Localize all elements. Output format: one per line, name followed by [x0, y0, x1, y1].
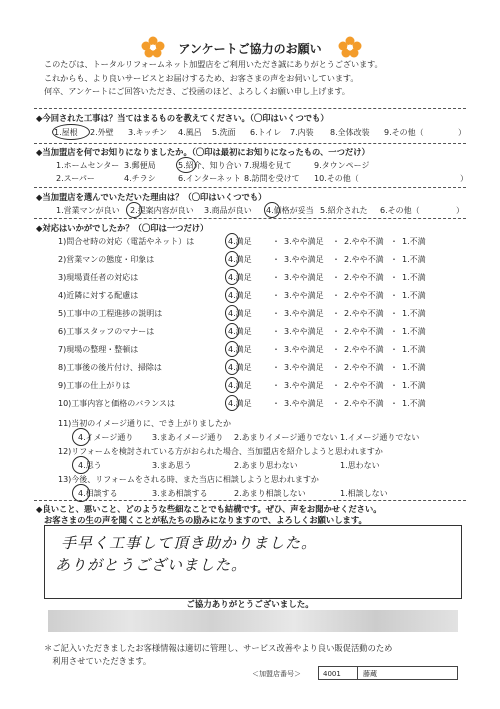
option-would-not-refer[interactable]: 1.思わない — [340, 461, 380, 470]
rating-option[interactable]: 4.満足 — [228, 237, 252, 246]
separator-dot: ・ — [272, 363, 280, 372]
option-may-consult[interactable]: 3.まあ相談する — [152, 489, 208, 498]
rating-option[interactable]: 3.やや満足 — [284, 291, 324, 300]
rating-row-label: 7)現場の整理・整頓は — [58, 345, 139, 354]
separator-dot: ・ — [272, 255, 280, 264]
separator-dot: ・ — [390, 381, 398, 390]
question-1-title: ◆今回された工事は？当てはまるものを教えてください。（〇印はいくつでも） — [36, 113, 329, 123]
rating-option[interactable]: 2.やや不満 — [344, 273, 384, 282]
question-13-text: 13)今後、リフォームをされる時、また当店に相談しようと思われますか — [58, 475, 319, 484]
option-not-quite-as-imagined[interactable]: 2.あまりイメージ通りでない — [234, 433, 338, 442]
rating-option[interactable]: 2.やや不満 — [344, 255, 384, 264]
option-will-consult[interactable]: 4.相談する — [78, 489, 118, 498]
separator-dot: ・ — [390, 291, 398, 300]
answer-circle — [225, 269, 239, 285]
option-proposal[interactable]: 2.提案内容が良い — [130, 206, 194, 215]
privacy-notice — [44, 642, 464, 668]
separator-dot: ・ — [332, 381, 340, 390]
answer-circle — [72, 456, 90, 474]
rating-option[interactable]: 3.やや満足 — [284, 255, 324, 264]
flower-icon — [337, 36, 363, 58]
rating-option[interactable]: 3.やや満足 — [284, 381, 324, 390]
intro-line: このたびは、トータルリフォームネット加盟店をご利用いただき誠にありがとうございます。 — [44, 59, 383, 69]
answer-circle — [225, 233, 239, 249]
option-would-refer[interactable]: 4.思う — [78, 461, 102, 470]
answer-circle — [225, 395, 239, 411]
separator-dot: ・ — [390, 273, 398, 282]
separator-dot: ・ — [332, 399, 340, 408]
question-5-subtitle: お客さまの生の声を聞くことが私たちの励みになりますので、よろしくお願いします。 — [44, 515, 367, 525]
separator-dot: ・ — [332, 273, 340, 282]
answer-circle — [225, 359, 239, 375]
option-referred[interactable]: 5.紹介された — [320, 206, 368, 215]
intro-line: 何卒、アンケートにご回答いただき、ご投函のほど、よろしくお願い申し上げます。 — [44, 86, 350, 96]
answer-circle — [176, 157, 196, 173]
option-interior[interactable]: 7.内装 — [290, 128, 314, 137]
option-toilet[interactable]: 6.トイレ — [250, 128, 282, 137]
answer-circle — [126, 202, 142, 218]
rating-row-label: 10)工事内容と価格のバランスは — [58, 399, 176, 408]
answer-circle — [72, 428, 90, 446]
option-bath[interactable]: 4.風呂 — [178, 128, 202, 137]
intro-line: これからも、より良いサービスとお届けするため、お客さまの声をお伺いしています。 — [44, 72, 359, 83]
rating-option[interactable]: 2.やや不満 — [344, 327, 384, 336]
question-12-text: 12)リフォームを検討されている方がおられた場合、当加盟店を紹介しようと思われますか — [58, 447, 383, 456]
rating-row-label: 6)工事スタッフのマナーは — [58, 327, 155, 336]
option-post-office[interactable]: 3.郵便局 — [124, 161, 156, 170]
option-supermarket[interactable]: 2.スーパー — [56, 174, 95, 183]
separator-dot: ・ — [272, 345, 280, 354]
rating-option[interactable]: 1.不満 — [402, 399, 426, 408]
separator-dot: ・ — [390, 399, 398, 408]
separator-dot: ・ — [272, 291, 280, 300]
option-sales-rep[interactable]: 1.営業マンが良い — [56, 206, 120, 215]
rating-option[interactable]: 2.やや不満 — [344, 309, 384, 318]
separator-dot: ・ — [390, 327, 398, 336]
option-not-as-imagined[interactable]: 1.イメージ通りでない — [340, 433, 420, 442]
option-washroom[interactable]: 5.洗面 — [212, 128, 236, 137]
rating-option[interactable]: 4.満足 — [228, 363, 252, 372]
option-flyer[interactable]: 4.チラシ — [124, 174, 156, 183]
separator-dot: ・ — [272, 381, 280, 390]
separator-dot: ・ — [332, 363, 340, 372]
answer-circle — [264, 202, 280, 218]
answer-circle — [225, 341, 239, 357]
question-4-title: ◆対応はいかがでしたか？（〇印は一つだけ） — [36, 223, 209, 233]
option-other[interactable]: 9.その他（ — [384, 128, 424, 137]
store-number-label: ＜加盟店番号＞ — [252, 670, 301, 678]
separator-dot: ・ — [272, 309, 280, 318]
option-home-center[interactable]: 1.ホームセンター — [56, 161, 120, 170]
option-other-close: ） — [456, 206, 464, 215]
rating-option[interactable]: 1.不満 — [402, 291, 426, 300]
separator-dot: ・ — [390, 309, 398, 318]
rating-option[interactable]: 2.やや不満 — [344, 363, 384, 372]
separator-dot: ・ — [332, 345, 340, 354]
option-price[interactable]: 4.価格が妥当 — [266, 206, 314, 215]
rating-option[interactable]: 1.不満 — [402, 273, 426, 282]
rating-row-label: 1)問合せ時の対応（電話やネット）は — [58, 237, 195, 246]
separator-dot: ・ — [390, 345, 398, 354]
rating-row-label: 5)工事中の工程進捗の説明は — [58, 309, 163, 318]
rating-option[interactable]: 1.不満 — [402, 309, 426, 318]
separator-dot: ・ — [272, 237, 280, 246]
option-roof[interactable]: 1.屋根 — [54, 128, 78, 137]
separator-dot: ・ — [390, 237, 398, 246]
question-2-title: ◆当加盟店を何でお知りになりましたか。（〇印は最初にお知りになったもの、一つだけ） — [36, 147, 370, 157]
option-saw-site[interactable]: 7.現場を見て — [244, 161, 292, 170]
thanks-text: ご協力ありがとうございました。 — [186, 600, 314, 610]
rating-option[interactable]: 3.やや満足 — [284, 273, 324, 282]
rating-row-label: 8)工事後の後片付け、掃除は — [58, 363, 162, 372]
rating-option[interactable]: 4.満足 — [228, 255, 252, 264]
rating-row-label: 2)営業マンの態度・印象は — [58, 255, 155, 264]
option-referral[interactable]: 5.紹介、知り合い — [178, 161, 242, 170]
rating-row-label: 9)工事の仕上がりは — [58, 381, 131, 390]
rating-option[interactable]: 3.やや満足 — [284, 237, 324, 246]
option-internet[interactable]: 6.インターネット — [178, 174, 241, 183]
option-unlikely-consult[interactable]: 2.あまり相談しない — [234, 489, 306, 498]
answer-circle — [225, 377, 239, 393]
rating-option[interactable]: 2.やや不満 — [344, 399, 384, 408]
handwritten-comment-line: 手早く工事して頂き助かりました。 — [61, 534, 318, 552]
store-name: 藤蔵 — [363, 670, 377, 678]
option-other[interactable]: 6.その他（ — [380, 206, 420, 215]
rating-option[interactable]: 3.やや満足 — [284, 345, 324, 354]
option-as-imagined[interactable]: 4.イメージ通り — [78, 433, 134, 442]
separator-dot: ・ — [332, 255, 340, 264]
rating-option[interactable]: 2.やや不満 — [344, 237, 384, 246]
rating-option[interactable]: 4.満足 — [228, 381, 252, 390]
option-probably-not-refer[interactable]: 2.あまり思わない — [234, 461, 298, 470]
rating-option[interactable]: 4.満足 — [228, 327, 252, 336]
divider — [34, 500, 466, 501]
rating-option[interactable]: 2.やや不満 — [344, 345, 384, 354]
option-full-renovation[interactable]: 8.全体改装 — [330, 128, 370, 137]
notice-line: 利用させていただきます。 — [44, 656, 152, 666]
option-mostly-as-imagined[interactable]: 3.まあイメージ通り — [152, 433, 224, 442]
separator-dot: ・ — [272, 273, 280, 282]
option-other-close: ） — [458, 128, 466, 137]
option-exterior-wall[interactable]: 2.外壁 — [90, 128, 114, 137]
rating-option[interactable]: 3.やや満足 — [284, 309, 324, 318]
question-5-title: ◆良いこと、悪いこと、どのような些細なことでも結構です。ぜひ、声をお聞かせください。 — [36, 504, 382, 514]
answer-circle — [225, 305, 239, 321]
page-title: アンケートご協力のお願い — [178, 42, 322, 56]
option-town-page[interactable]: 9.タウンページ — [314, 161, 370, 170]
rating-option[interactable]: 1.不満 — [402, 255, 426, 264]
rating-option[interactable]: 1.不満 — [402, 345, 426, 354]
separator-dot: ・ — [272, 399, 280, 408]
option-somewhat-refer[interactable]: 3.まあ思う — [152, 461, 192, 470]
rating-option[interactable]: 2.やや不満 — [344, 381, 384, 390]
separator-dot: ・ — [272, 327, 280, 336]
notice-line: ＊ご記入いただきましたお客様情報は適切に管理し、サービス改善やより良い販促活動のため — [44, 643, 393, 653]
option-kitchen[interactable]: 3.キッチン — [128, 128, 168, 137]
option-visit[interactable]: 8.訪問を受けて — [244, 174, 300, 183]
option-will-not-consult[interactable]: 1.相談しない — [340, 489, 388, 498]
rating-option[interactable]: 4.満足 — [228, 273, 252, 282]
option-product[interactable]: 3.商品が良い — [204, 206, 252, 215]
rating-option[interactable]: 3.やや満足 — [284, 363, 324, 372]
redacted-customer-info — [48, 610, 458, 632]
rating-option[interactable]: 4.満足 — [228, 345, 252, 354]
question-3-title: ◆当加盟店を選んでいただいた理由は？（〇印はいくつでも） — [36, 192, 267, 202]
comment-box[interactable] — [44, 525, 462, 599]
separator-dot: ・ — [390, 363, 398, 372]
rating-option[interactable]: 2.やや不満 — [344, 291, 384, 300]
answer-circle — [225, 287, 239, 303]
answer-circle — [52, 124, 90, 140]
rating-option[interactable]: 1.不満 — [402, 363, 426, 372]
rating-option[interactable]: 1.不満 — [402, 381, 426, 390]
store-number: 4001 — [323, 670, 341, 678]
divider — [34, 218, 466, 219]
separator-dot: ・ — [390, 255, 398, 264]
separator-dot: ・ — [332, 291, 340, 300]
separator-dot: ・ — [332, 237, 340, 246]
separator-dot: ・ — [332, 309, 340, 318]
intro-text — [44, 58, 464, 99]
rating-row-label: 4)近隣に対する配慮は — [58, 291, 139, 300]
handwritten-comment-line: ありがとうございました。 — [55, 556, 248, 574]
rating-option[interactable]: 4.満足 — [228, 309, 252, 318]
answer-circle — [225, 251, 239, 267]
separator-dot: ・ — [332, 327, 340, 336]
rating-option[interactable]: 1.不満 — [402, 237, 426, 246]
option-other-close: ） — [460, 174, 468, 183]
answer-circle — [225, 323, 239, 339]
rating-row-label: 3)現場責任者の対応は — [58, 273, 139, 282]
option-other[interactable]: 10.その他（ — [314, 174, 359, 183]
question-11-text: 11)当初のイメージ通りに、でき上がりましたか — [58, 419, 232, 428]
divider — [34, 187, 466, 188]
rating-option[interactable]: 4.満足 — [228, 291, 252, 300]
store-number-box — [318, 666, 458, 680]
rating-option[interactable]: 3.やや満足 — [284, 327, 324, 336]
divider — [34, 143, 466, 144]
rating-option[interactable]: 4.満足 — [228, 399, 252, 408]
rating-option[interactable]: 3.やや満足 — [284, 399, 324, 408]
divider — [34, 108, 466, 109]
rating-option[interactable]: 1.不満 — [402, 327, 426, 336]
